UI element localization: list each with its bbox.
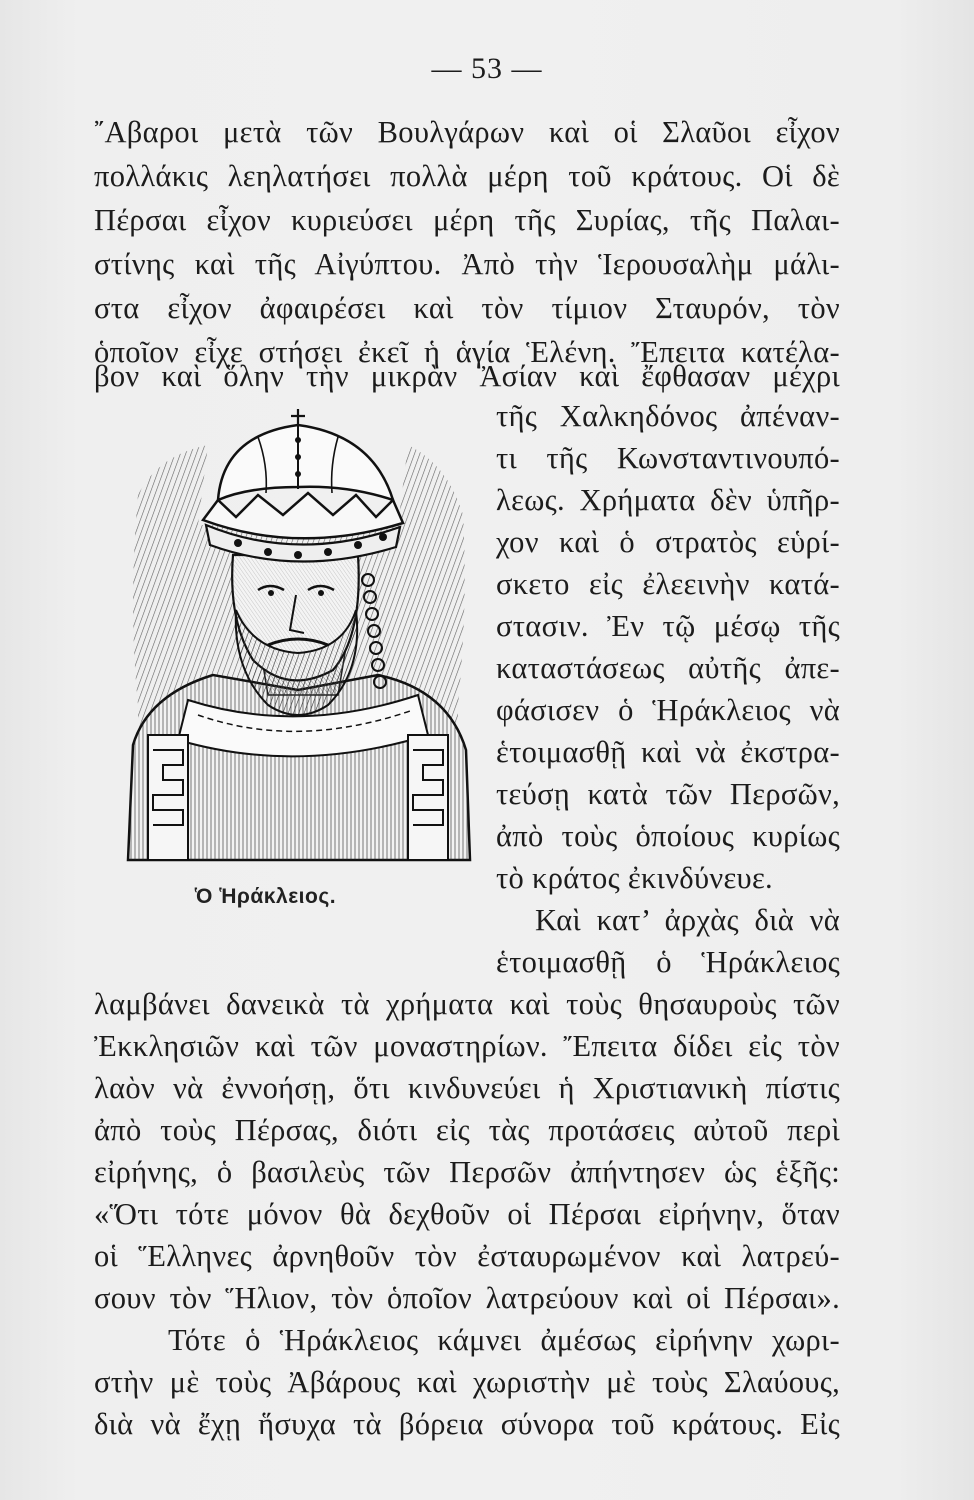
text-line: στασιν. Ἐν τῷ μέσῳ τῆς [496,609,840,643]
text-line: φάσισεν ὁ Ἡράκλειος νὰ [496,693,840,727]
text-line: Πέρσαι εἶχον κυριεύσει μέρη τῆς Συρίας, τῆς Παλαι- [94,203,840,237]
text-line: εἰρήνης, ὁ βασιλεὺς τῶν Περσῶν ἀπήντησεν ὡς ἑξῆς: [94,1155,840,1189]
text-line: σουν τὸν Ἥλιον, τὸν ὁποῖον λατρεύουν καὶ οἱ Πέρσαι». [94,1281,840,1315]
text-line: Τότε ὁ Ἡράκλειος κάμνει ἀμέσως εἰρήνην χωρι- [168,1323,840,1357]
page-number: — 53 — [431,52,543,85]
text-line: «Ὅτι τότε μόνον θὰ δεχθοῦν οἱ Πέρσαι εἰρήνην, ὅταν [94,1197,840,1231]
text-line: λεως. Χρήματα δὲν ὑπῆρ- [496,483,840,517]
text-line: τὸ κράτος ἐκινδύνευε. [496,861,773,895]
text-line: λαμβάνει δανεικὰ τὰ χρήματα καὶ τοὺς θησαυροὺς τῶν [94,987,840,1021]
text-line: ὁποῖον εἶχε στήσει ἐκεῖ ἡ ἁγία Ἑλένη. Ἔπειτα κατέλα- [94,335,840,369]
text-line: χον καὶ ὁ στρατὸς εὑρί- [496,525,840,559]
text-line: βον καὶ ὅλην τὴν μικρὰν Ἀσίαν καὶ ἔφθασαν μέχρι [94,359,840,393]
text-line: καταστάσεως αὐτῆς ἀπε- [496,651,840,685]
text-line: στίνης καὶ τῆς Αἰγύπτου. Ἀπὸ τὴν Ἱερουσαλὴμ μάλι- [94,247,840,281]
heraclius-portrait-engraving [118,405,478,865]
text-line: σκετο εἰς ἐλεεινὴν κατά- [496,567,840,601]
text-line: τῆς Χαλκηδόνος ἀπέναν- [496,399,840,433]
text-line: ἀπὸ τοὺς Πέρσας, διότι εἰς τὰς προτάσεις αὐτοῦ περὶ [94,1113,840,1147]
text-line: ἑτοιμασθῇ ὁ Ἡράκλειος [496,945,840,979]
text-line: λαὸν νὰ ἐννοήσῃ, ὅτι κινδυνεύει ἡ Χριστιανικὴ πίστις [94,1071,840,1105]
text-line: οἱ Ἕλληνες ἀρνηθοῦν τὸν ἐσταυρωμένον καὶ λατρεύ- [94,1239,840,1273]
text-line: ῎Αβαροι μετὰ τῶν Βουλγάρων καὶ οἱ Σλαῦοι εἶχον [94,115,840,149]
text-line: στὴν μὲ τοὺς Ἀβάρους καὶ χωριστὴν μὲ τοὺς Σλαύους, [94,1365,840,1399]
text-line: Καὶ κατ’ ἀρχὰς διὰ νὰ [535,903,840,937]
text-line: πολλάκις λεηλατήσει πολλὰ μέρη τοῦ κράτους. Οἱ δὲ [94,159,840,193]
text-line: διὰ νὰ ἔχῃ ἥσυχα τὰ βόρεια σύνορα τοῦ κράτους. Εἰς [94,1407,840,1441]
text-line: στα εἶχον ἀφαιρέσει καὶ τὸν τίμιον Σταυρόν, τὸν [94,291,840,325]
text-line: ἀπὸ τοὺς ὁποίους κυρίως [496,819,840,853]
portrait-caption: Ὁ Ἡράκλειος. [195,885,337,908]
text-line: τεύσῃ κατὰ τῶν Περσῶν, [496,777,840,811]
text-line: Ἐκκλησιῶν καὶ τῶν μοναστηρίων. Ἔπειτα δίδει εἰς τὸν [94,1029,840,1063]
text-line: ἑτοιμασθῇ καὶ νὰ ἐκστρα- [496,735,840,769]
text-line: τι τῆς Κωνσταντινουπό- [496,441,840,475]
